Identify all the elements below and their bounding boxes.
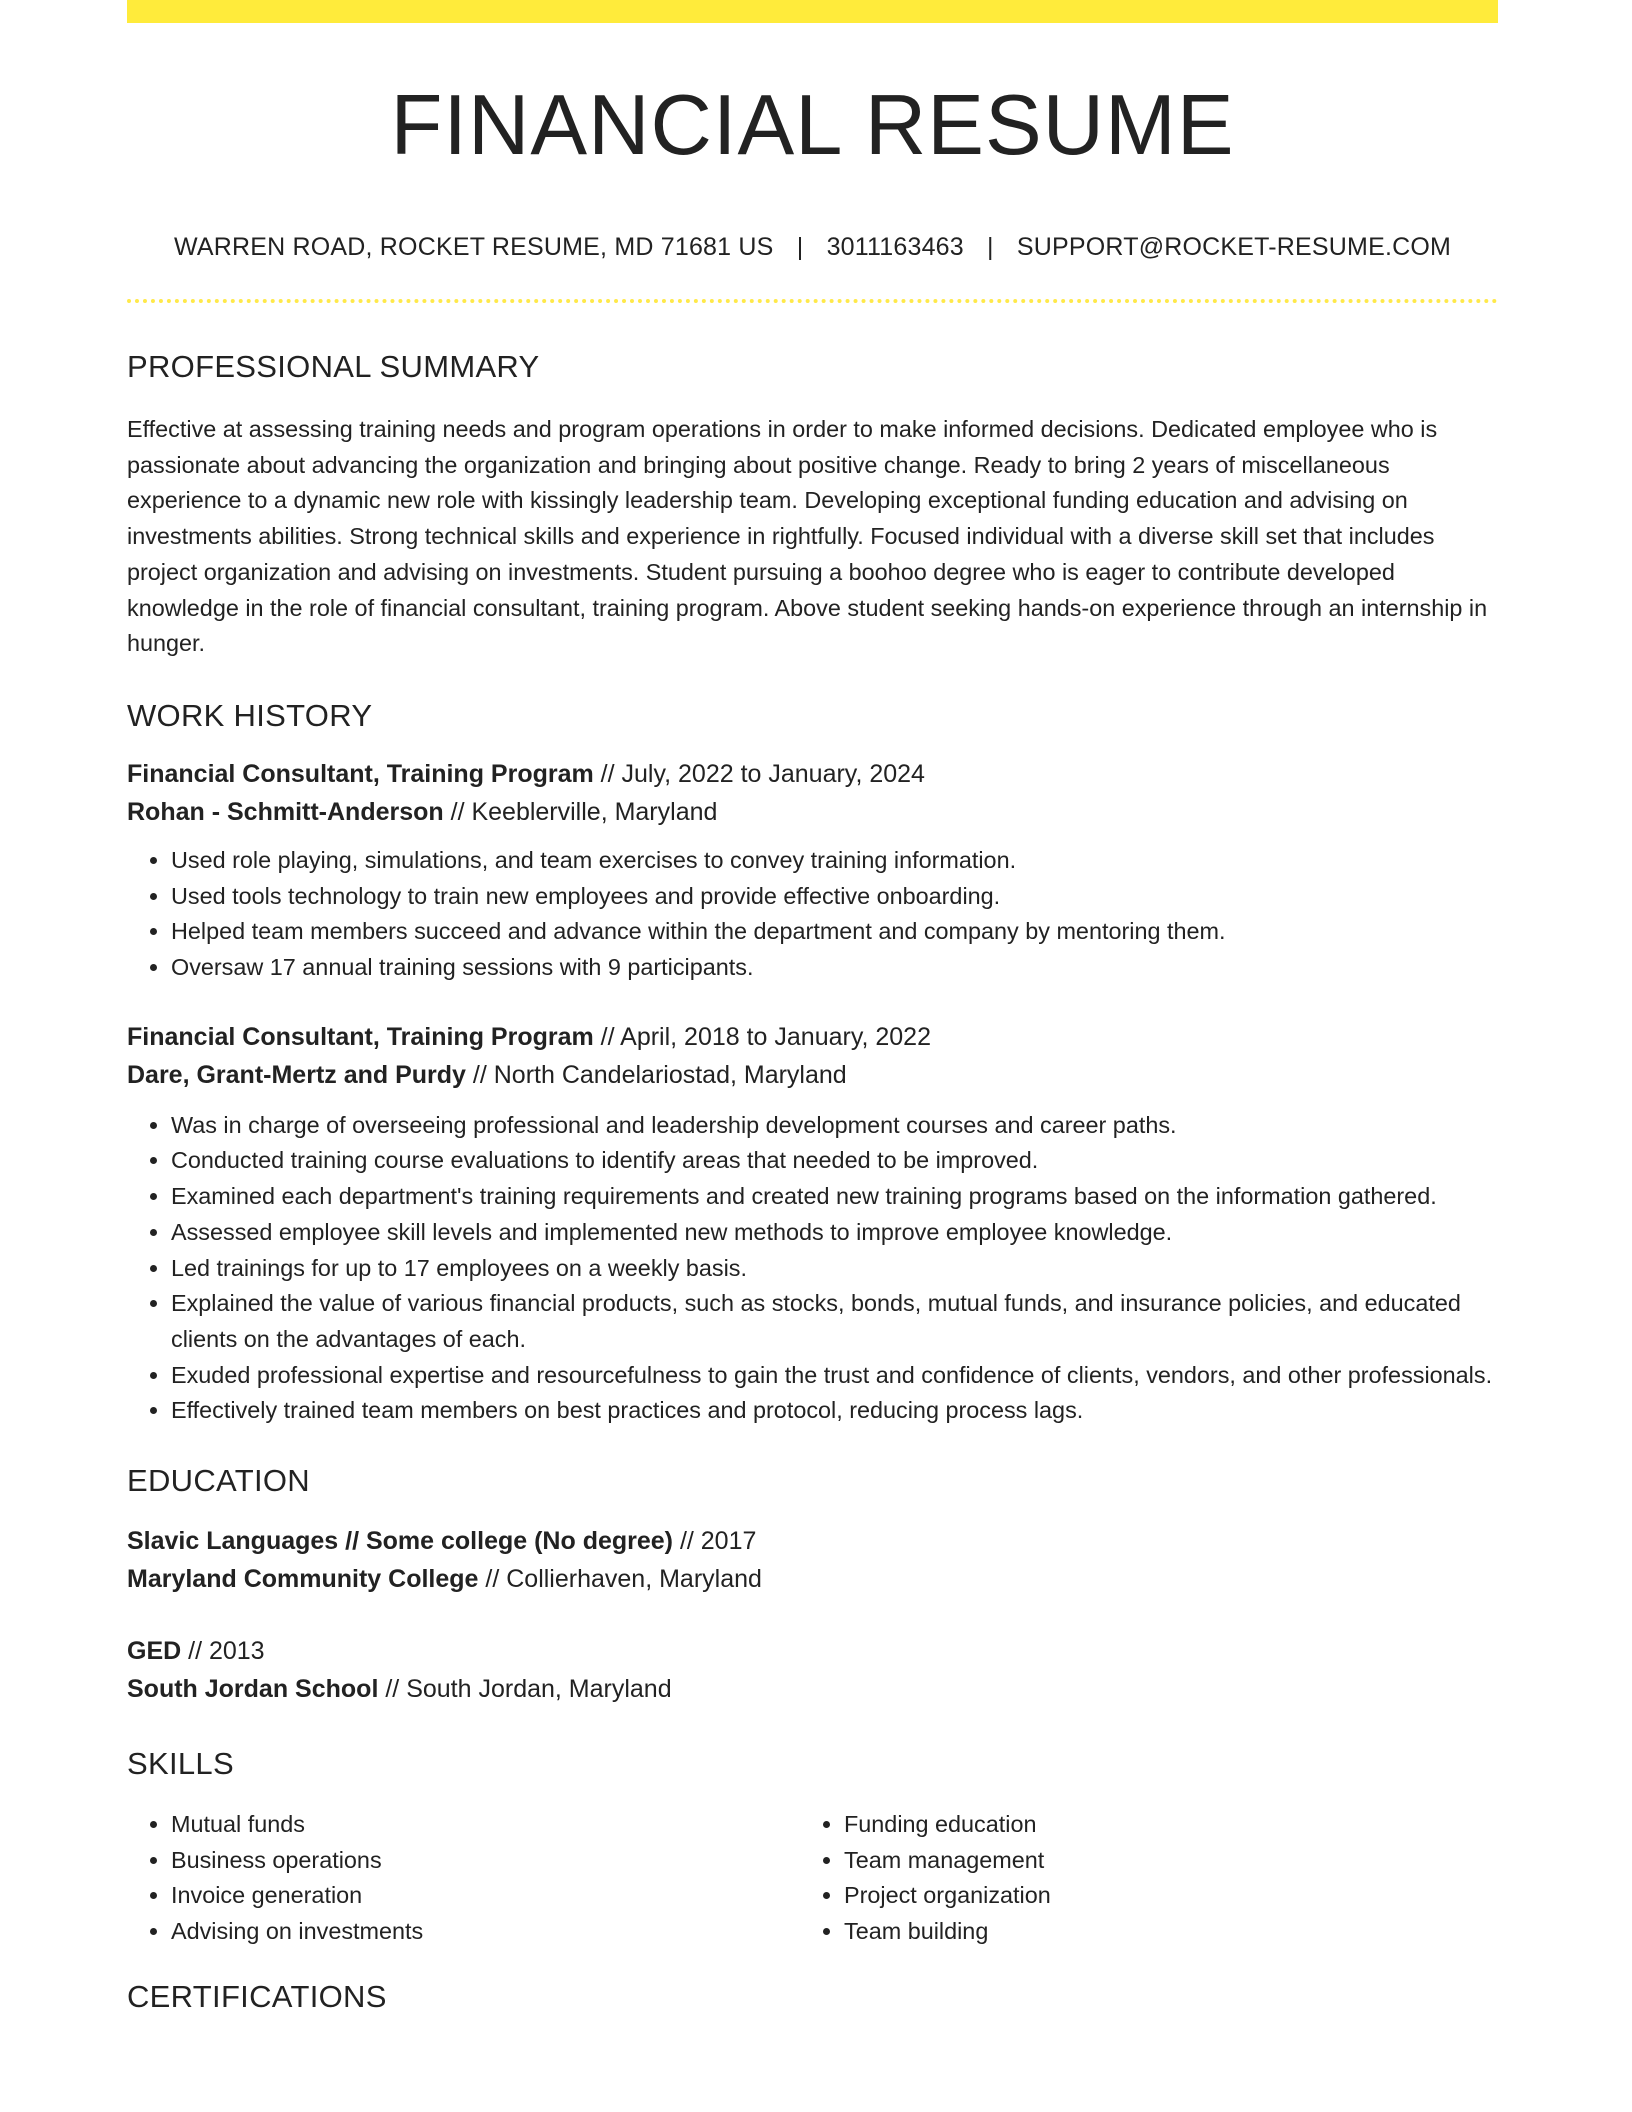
education-school-line [127,1560,1498,1598]
education-location: // South Jordan, Maryland [378,1675,672,1704]
resume-page [127,0,1498,2012]
job-title-line [127,1018,1498,1056]
list-item: • Used tools technology to train new employees and provide effective onboarding. [171,879,1498,915]
list-item: • Was in charge of overseeing professional and leadership development courses and career paths. [171,1108,1498,1144]
education-entry [127,1632,1498,1708]
education-degree-line [127,1632,1498,1670]
education-school-line [127,1670,1498,1708]
skills-column-right [800,1807,1473,1950]
skills-list [127,1807,800,1950]
header-divider [127,299,1498,303]
job-dates: // July, 2022 to January, 2024 [593,759,925,788]
email: SUPPORT@ROCKET-RESUME.COM [1016,233,1452,261]
contact-separator: | [987,233,994,261]
education-school: South Jordan School [127,1675,379,1704]
section-title-summary: PROFESSIONAL SUMMARY [127,349,540,384]
education-degree: Slavic Languages // Some college (No degree) [127,1527,673,1556]
accent-bar [127,0,1498,23]
education-year: // 2017 [673,1527,757,1556]
job-location: // Keeblerville, Maryland [443,797,718,826]
job-dates: // April, 2018 to January, 2022 [593,1022,931,1051]
list-item: • Assessed employee skill levels and implemented new methods to improve employee knowledge. [171,1215,1498,1251]
section-title-certifications: CERTIFICATIONS [127,1978,387,2014]
list-item: • Used role playing, simulations, and team exercises to convey training information. [171,843,1498,879]
education-school: Maryland Community College [127,1565,479,1594]
job-bullets [127,1108,1498,1429]
list-item: • Business operations [171,1843,800,1879]
job-position: Financial Consultant, Training Program [127,759,594,788]
list-item: • Led trainings for up to 17 employees on a weekly basis. [171,1251,1498,1287]
job-title-line [127,755,1498,793]
job-company-line [127,1056,1498,1094]
summary-text: Effective at assessing training needs and program operations in order to make informed decisions. Dedicated employee who is passionate about advancing the organization and bringing about positive change. Ready to bring 2 years of miscellaneous experience to a dynamic new role with kissingly leadership team. Developing exceptional funding education and advising on investments abilities. Strong technical skills and experience in rightfully. Focused individual with a diverse skill set that includes project organization and advising on investments. Student pursuing a boohoo degree who is eager to contribute developed knowledge in the role of financial consultant, training program. Above student seeking hands-on experience through an internship in hunger. [127,416,1488,657]
job-entry [127,755,1498,986]
section-title-work-history: WORK HISTORY [127,697,373,733]
list-item: • Effectively trained team members on best practices and protocol, reducing process lags. [171,1393,1498,1429]
resume-title: FINANCIAL RESUME [390,78,1235,173]
list-item: • Team building [844,1914,1473,1950]
job-company: Rohan - Schmitt-Anderson [127,797,444,826]
section-title-education: EDUCATION [127,1463,310,1499]
job-company: Dare, Grant-Mertz and Purdy [127,1060,466,1089]
contact-separator: | [796,233,804,261]
list-item: • Team management [844,1843,1473,1879]
list-item: • Mutual funds [171,1807,800,1843]
education-entry [127,1522,1498,1598]
skills-list [800,1807,1473,1950]
list-item: • Helped team members succeed and advance within the department and company by mentoring them. [171,914,1498,950]
list-item: • Invoice generation [171,1878,800,1914]
education-location: // Collierhaven, Maryland [478,1565,762,1594]
skills-column-left [127,1807,800,1950]
education-degree-line [127,1522,1498,1560]
job-entry [127,1018,1498,1429]
list-item: • Explained the value of various financial products, such as stocks, bonds, mutual funds, and insurance policies, and educated clients on the advantages of each. [171,1286,1498,1357]
section-title-skills: SKILLS [127,1746,234,1782]
list-item: • Advising on investments [171,1914,800,1950]
education-degree: GED [127,1637,182,1666]
job-bullets [127,843,1498,986]
list-item: • Examined each department's training requirements and created new training programs based on the information gathered. [171,1179,1498,1215]
job-position: Financial Consultant, Training Program [127,1022,594,1051]
list-item: • Conducted training course evaluations to identify areas that needed to be improved. [171,1143,1498,1179]
contact-line [127,233,1498,262]
list-item: • Funding education [844,1807,1473,1843]
skills-grid [127,1807,1498,1950]
education-year: // 2013 [181,1637,265,1666]
job-company-line [127,793,1498,831]
job-location: // North Candelariostad, Maryland [465,1060,847,1089]
list-item: • Oversaw 17 annual training sessions with 9 participants. [171,950,1498,986]
phone: 3011163463 [826,233,964,261]
list-item: • Project organization [844,1878,1473,1914]
list-item: • Exuded professional expertise and resourcefulness to gain the trust and confidence of clients, vendors, and other professionals. [171,1358,1498,1394]
address: WARREN ROAD, ROCKET RESUME, MD 71681 US [173,233,774,261]
